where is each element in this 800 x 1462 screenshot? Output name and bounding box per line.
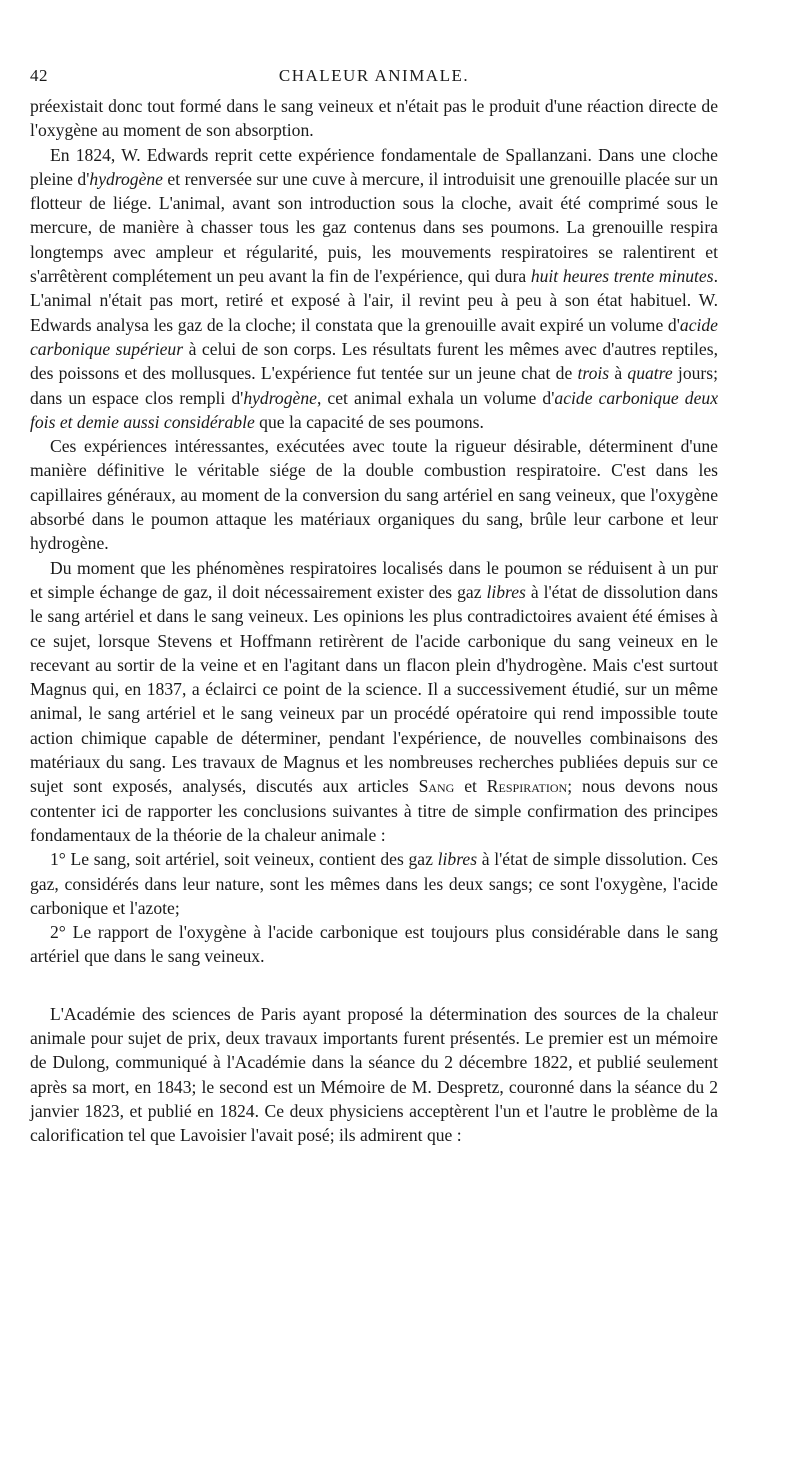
small-caps-text: Sang bbox=[418, 776, 455, 797]
paragraph-p4 bbox=[30, 556, 718, 848]
text-run: jours; dans un espace clos rempli d' bbox=[30, 363, 719, 408]
text-run: Du moment que les phénomènes respiratoires localisés dans le poumon se réduisent à un pur et simple échange de gaz, il doit nécessairement exister des gaz bbox=[30, 557, 718, 602]
paragraph-p1 bbox=[30, 94, 718, 143]
text-run: à celui de son corps. Les résultats furent les mêmes avec d'autres reptiles, des poissons et des mollusques. L'expérience fut tentée sur un jeune chat de bbox=[30, 338, 718, 384]
text-run: ; nous devons nous contenter ici de rapporter les conclusions suivantes à titre de simple confirmation des principes fondamentaux de la théorie de la chaleur animale : bbox=[30, 776, 718, 845]
page-header bbox=[30, 66, 718, 94]
italic-text: trois bbox=[577, 363, 610, 384]
running-head: CHALEUR ANIMALE. bbox=[278, 66, 470, 85]
italic-text: quatre bbox=[627, 363, 673, 384]
paragraph-p7 bbox=[30, 1002, 718, 1148]
small-caps-text: Respiration bbox=[486, 776, 568, 797]
paragraph-p3 bbox=[30, 434, 718, 555]
text-run: , cet animal exhala un volume d' bbox=[316, 387, 555, 408]
italic-text: libres bbox=[437, 849, 478, 870]
text-run: que la capacité de ses poumons. bbox=[254, 411, 484, 432]
body-text bbox=[30, 94, 718, 1147]
text-run: à l'état de simple dissolution. Ces gaz, considérés dans leur nature, sont les mêmes dans les deux sangs; ce sont l'oxygène, l'acide carbonique et l'azote; bbox=[30, 849, 718, 918]
paragraph-p6 bbox=[30, 920, 718, 969]
italic-text: acide carbonique supérieur bbox=[30, 314, 718, 359]
text-run: à bbox=[609, 363, 628, 384]
text-run: et renversée sur une cuve à mercure, il introduisit une grenouille placée sur un flotteur de liége. L'animal, avant son introduction sous la cloche, avait été comprimé sous le mercure, de manière à chasser tous les gaz contenus dans ses poumons. La grenouille respira longtemps avec ampleur et régularité, puis, les mouvements respiratoires se ralentirent et s'arrêtèrent complétement un peu avant la fin de l'expérience, qui dura bbox=[30, 168, 718, 287]
paragraph-p2 bbox=[30, 143, 718, 435]
text-run: L'Académie des sciences de Paris ayant proposé la détermination des sources de la chaleur animale pour sujet de prix, deux travaux importants furent présentés. Le premier est un mémoire de Dulong, communiqué à l'Académie dans la séance du 2 décembre 1822, et publié seulement après sa mort, en 1843; le second est un Mémoire de M. Despretz, couronné dans la séance du 2 janvier 1823, et publié en 1824. Ce deux physiciens acceptèrent l'un et l'autre le problème de la calorification tel que Lavoisier l'avait posé; ils admirent que : bbox=[30, 1003, 718, 1146]
text-run: 1° Le sang, soit artériel, soit veineux, contient des gaz bbox=[50, 849, 438, 870]
italic-text: hydrogène bbox=[243, 387, 317, 408]
italic-text: huit heures trente minutes bbox=[530, 266, 714, 287]
book-page bbox=[30, 66, 718, 1147]
page-number: 42 bbox=[30, 66, 48, 85]
text-run: à l'état de dissolution dans le sang artériel et dans le sang veineux. Les opinions les plus contradictoires avaient été émises à ce sujet, lorsque Stevens et Hoffmann retirèrent de l'acide carbonique du sang veineux en le recevant au sortir de la veine et en l'agitant dans un flacon plein d'hydrogène. Mais c'est surtout Magnus qui, en 1837, a éclairci ce point de la science. Il a successivement étudié, sur un même animal, le sang artériel et le sang veineux par un procédé opératoire qui rend impossible toute action chimique capable de déterminer, pendant l'expérience, de nouvelles combinaisons des matériaux du sang. Les travaux de Magnus et les nombreuses recherches publiées depuis sur ce sujet sont exposés, analysés, discutés aux articles bbox=[30, 581, 718, 797]
italic-text: hydrogène bbox=[89, 168, 163, 189]
italic-text: acide carbonique deux fois et demie aussi considérable bbox=[30, 387, 718, 432]
section-gap bbox=[30, 969, 718, 1002]
text-run: préexistait donc tout formé dans le sang veineux et n'était pas le produit d'une réaction directe de l'oxygène au moment de son absorption. bbox=[30, 96, 718, 141]
italic-text: libres bbox=[486, 581, 526, 602]
text-run: . L'animal n'était pas mort, retiré et exposé à l'air, il revint peu à peu à son état habituel. W. Edwards analysa les gaz de la cloche; il constata que la grenouille avait expiré un volume d' bbox=[30, 266, 718, 335]
text-run: 2° Le rapport de l'oxygène à l'acide carbonique est toujours plus considérable dans le sang artériel que dans le sang veineux. bbox=[30, 922, 718, 967]
text-run: Ces expériences intéressantes, exécutées avec toute la rigueur désirable, déterminent d'une manière définitive le véritable siége de la double combustion respiratoire. C'est dans les capillaires généraux, au moment de la conversion du sang artériel en sang veineux, que l'oxygène absorbé dans le poumon attaque les matériaux organiques du sang, brûle leur carbone et leur hydrogène. bbox=[30, 436, 718, 554]
paragraph-p5 bbox=[30, 847, 718, 920]
text-run: et bbox=[454, 776, 487, 797]
text-run: En 1824, W. Edwards reprit cette expérience fondamentale de Spallanzani. Dans une cloche pleine d' bbox=[30, 144, 718, 189]
